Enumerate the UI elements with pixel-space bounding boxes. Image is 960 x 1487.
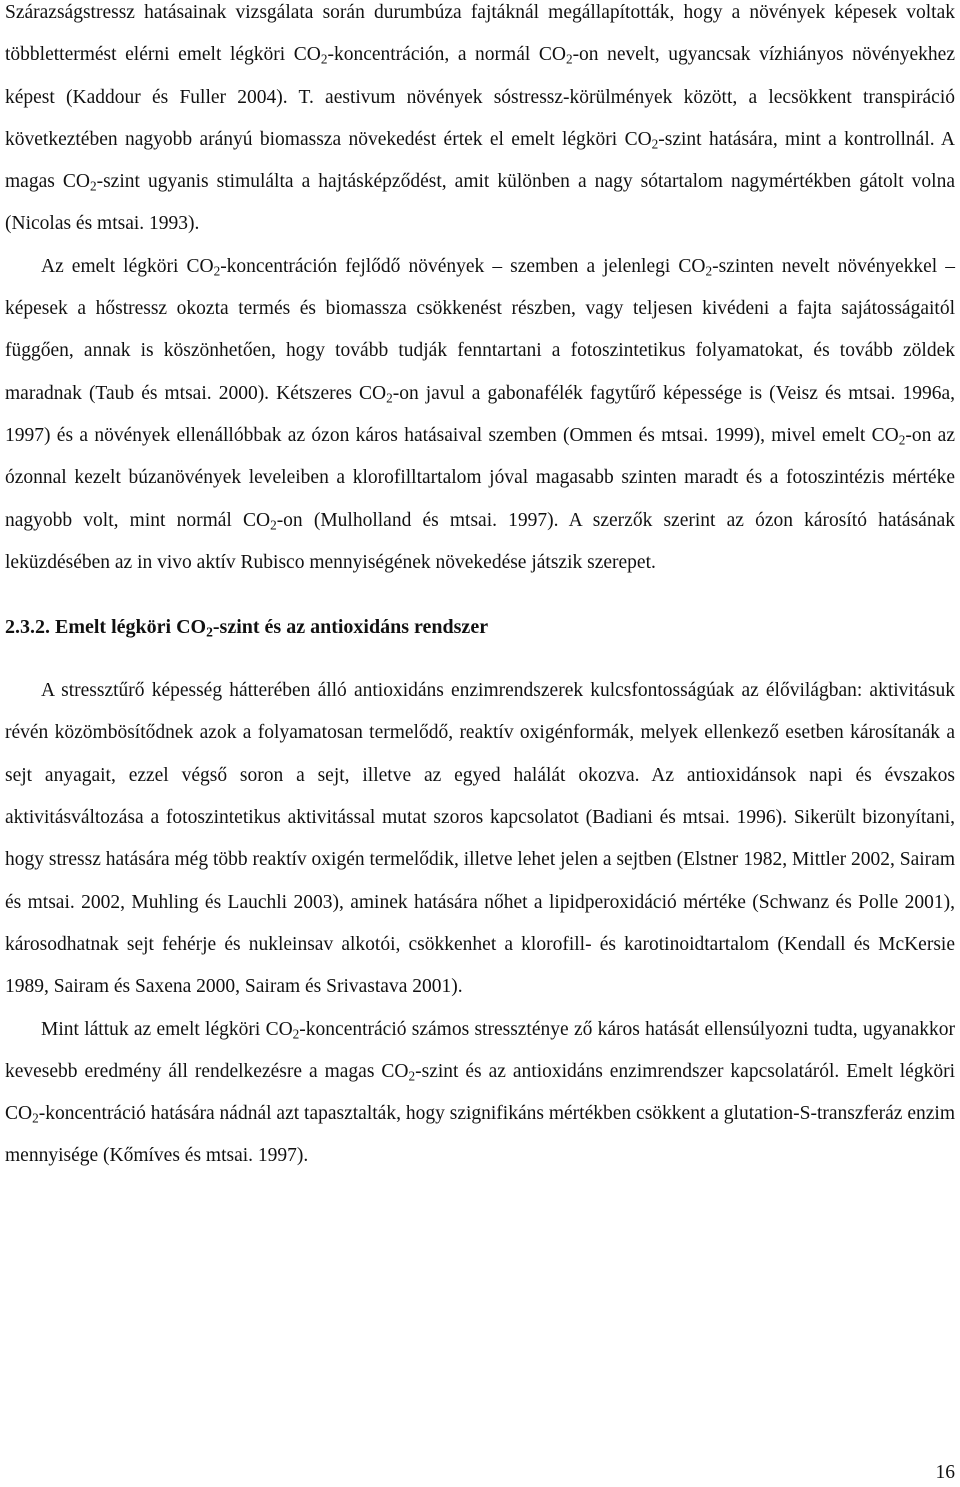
subscript: 2 [320, 51, 328, 67]
subscript: 2 [565, 51, 573, 67]
paragraph-1: Szárazságstressz hatásainak vizsgálata során durumbúza fajtáknál megállapították, hogy a növények képesek voltak többlettermést elérni emelt légköri $CO_2$-koncentráción, a normál $CO_2-on$ nevelt, ugyancsak vízhiányos növényekhez képest (Kaddour és Fuller 2004). T. aestivum növények sóstressz-körülmények között, a lecsökkent transpiráció következtében nagyobb arányú biomassza növekedést értek el emelt légköri $CO_2$-szint hatására, mint a kontrollnál. A magas $CO_2$-szint ugyanis stimulálta a hajtásképződést, amit különben a nagy sótartalom nagymértékben gátolt volna (Nicolas és mtsai. 1993). [5, 2, 955, 235]
subscript: 2 [408, 1068, 416, 1084]
subscript: 2 [206, 624, 213, 640]
subscript: 2 [898, 432, 906, 448]
paragraph-3: A stressztűrő képesség hátterében álló antioxidáns enzimrendszerek kulcsfontosságúak az élővilágban: aktivitásuk révén közömbösítődnek azok a folyamatosan termelődő, reaktív oxigénformák, melyek ellenkező esetben károsítanák a sejt anyagait, ezzel végső soron a sejt, illetve az egyed halálát okozva. Az antioxidánsok napi és évszakos aktivitásváltozása a fotoszintetikus aktivitással mutat szoros kapcsolatot (Badiani és mtsai. 1996). Sikerült bizonyítani, hogy stressz hatására még több reaktív oxigén termelődik, illetve lehet jelen a sejtben (Elstner 1982, Mittler 2002, Sairam és mtsai. 2002, Muhling és Lauchli 2003), aminek hatására nőhet a lipidperoxidáció mértéke (Schwanz és Polle 2001), károsodhatnak sejt fehérje és nukleinsav alkotói, csökkenhet a klorofill- és karotinoidtartalom (Kendall és McKersie 1989, Sairam és Saxena 2000, Sairam és Srivastava 2001). [5, 680, 955, 998]
subscript: 2 [651, 136, 659, 152]
subscript: 2 [213, 263, 221, 279]
subscript: 2 [292, 1025, 300, 1041]
subscript: 2 [386, 389, 393, 405]
subscript: 2 [705, 263, 713, 279]
subscript: 2 [32, 1110, 39, 1126]
paragraph-2: Az emelt légköri $CO_2$-koncentráción fejlődő növények – szemben a jelenlegi $CO_2$-szinten nevelt növényekkel – képesek a hőstressz okozta termés és biomassza csökkenést részben, vagy teljesen kivédeni a fajta sajátosságaitól függően, annak is köszönhetően, hogy tovább tudják fenntartani a fotoszintetikus folyamatokat, és tovább zöldek maradnak (Taub és mtsai. 2000). Kétszeres $CO_2-on$ javul a gabonafélék fagytűrő képessége is (Veisz és mtsai. 1996a, 1997) és a növények ellenállóbbak az ózon káros hatásaival szemben (Ommen és mtsai. 1999), mivel emelt $CO_2-on$ az ózonnal kezelt búzanövények leveleiben a klorofilltartalom jóval magasabb szinten maradt és a fotoszintézis mértéke nagyobb volt, mint normál $CO_2-on$ (Mulholland és mtsai. 1997). A szerzők szerint az ózon károsító hatásának leküzdésében az in vivo aktív Rubisco mennyiségének növekedése játszik szerepet. [5, 255, 956, 573]
document-page [5, 0, 955, 1178]
paragraph-4: Mint láttuk az emelt légköri $CO_2$-koncentráció számos stresszténye ző káros hatását ellensúlyozni tudta, ugyanakkor kevesebb eredmény áll rendelkezésre a magas $CO_2$-szint és az antioxidáns enzimrendszer kapcsolatáról. Emelt légköri $CO_2$-koncentráció hatására nádnál azt tapasztalták, hogy szignifikáns mértékben csökkent a glutation-S-transzferáz enzim mennyisége (Kőmíves és mtsai. 1997). [5, 1018, 955, 1167]
section-heading: 2.3.2. Emelt légköri $CO_2$-szint és az antioxidáns rendszer [5, 616, 489, 640]
subscript: 2 [89, 178, 97, 194]
page-number: 16 [935, 1462, 955, 1483]
subscript: 2 [270, 516, 277, 532]
